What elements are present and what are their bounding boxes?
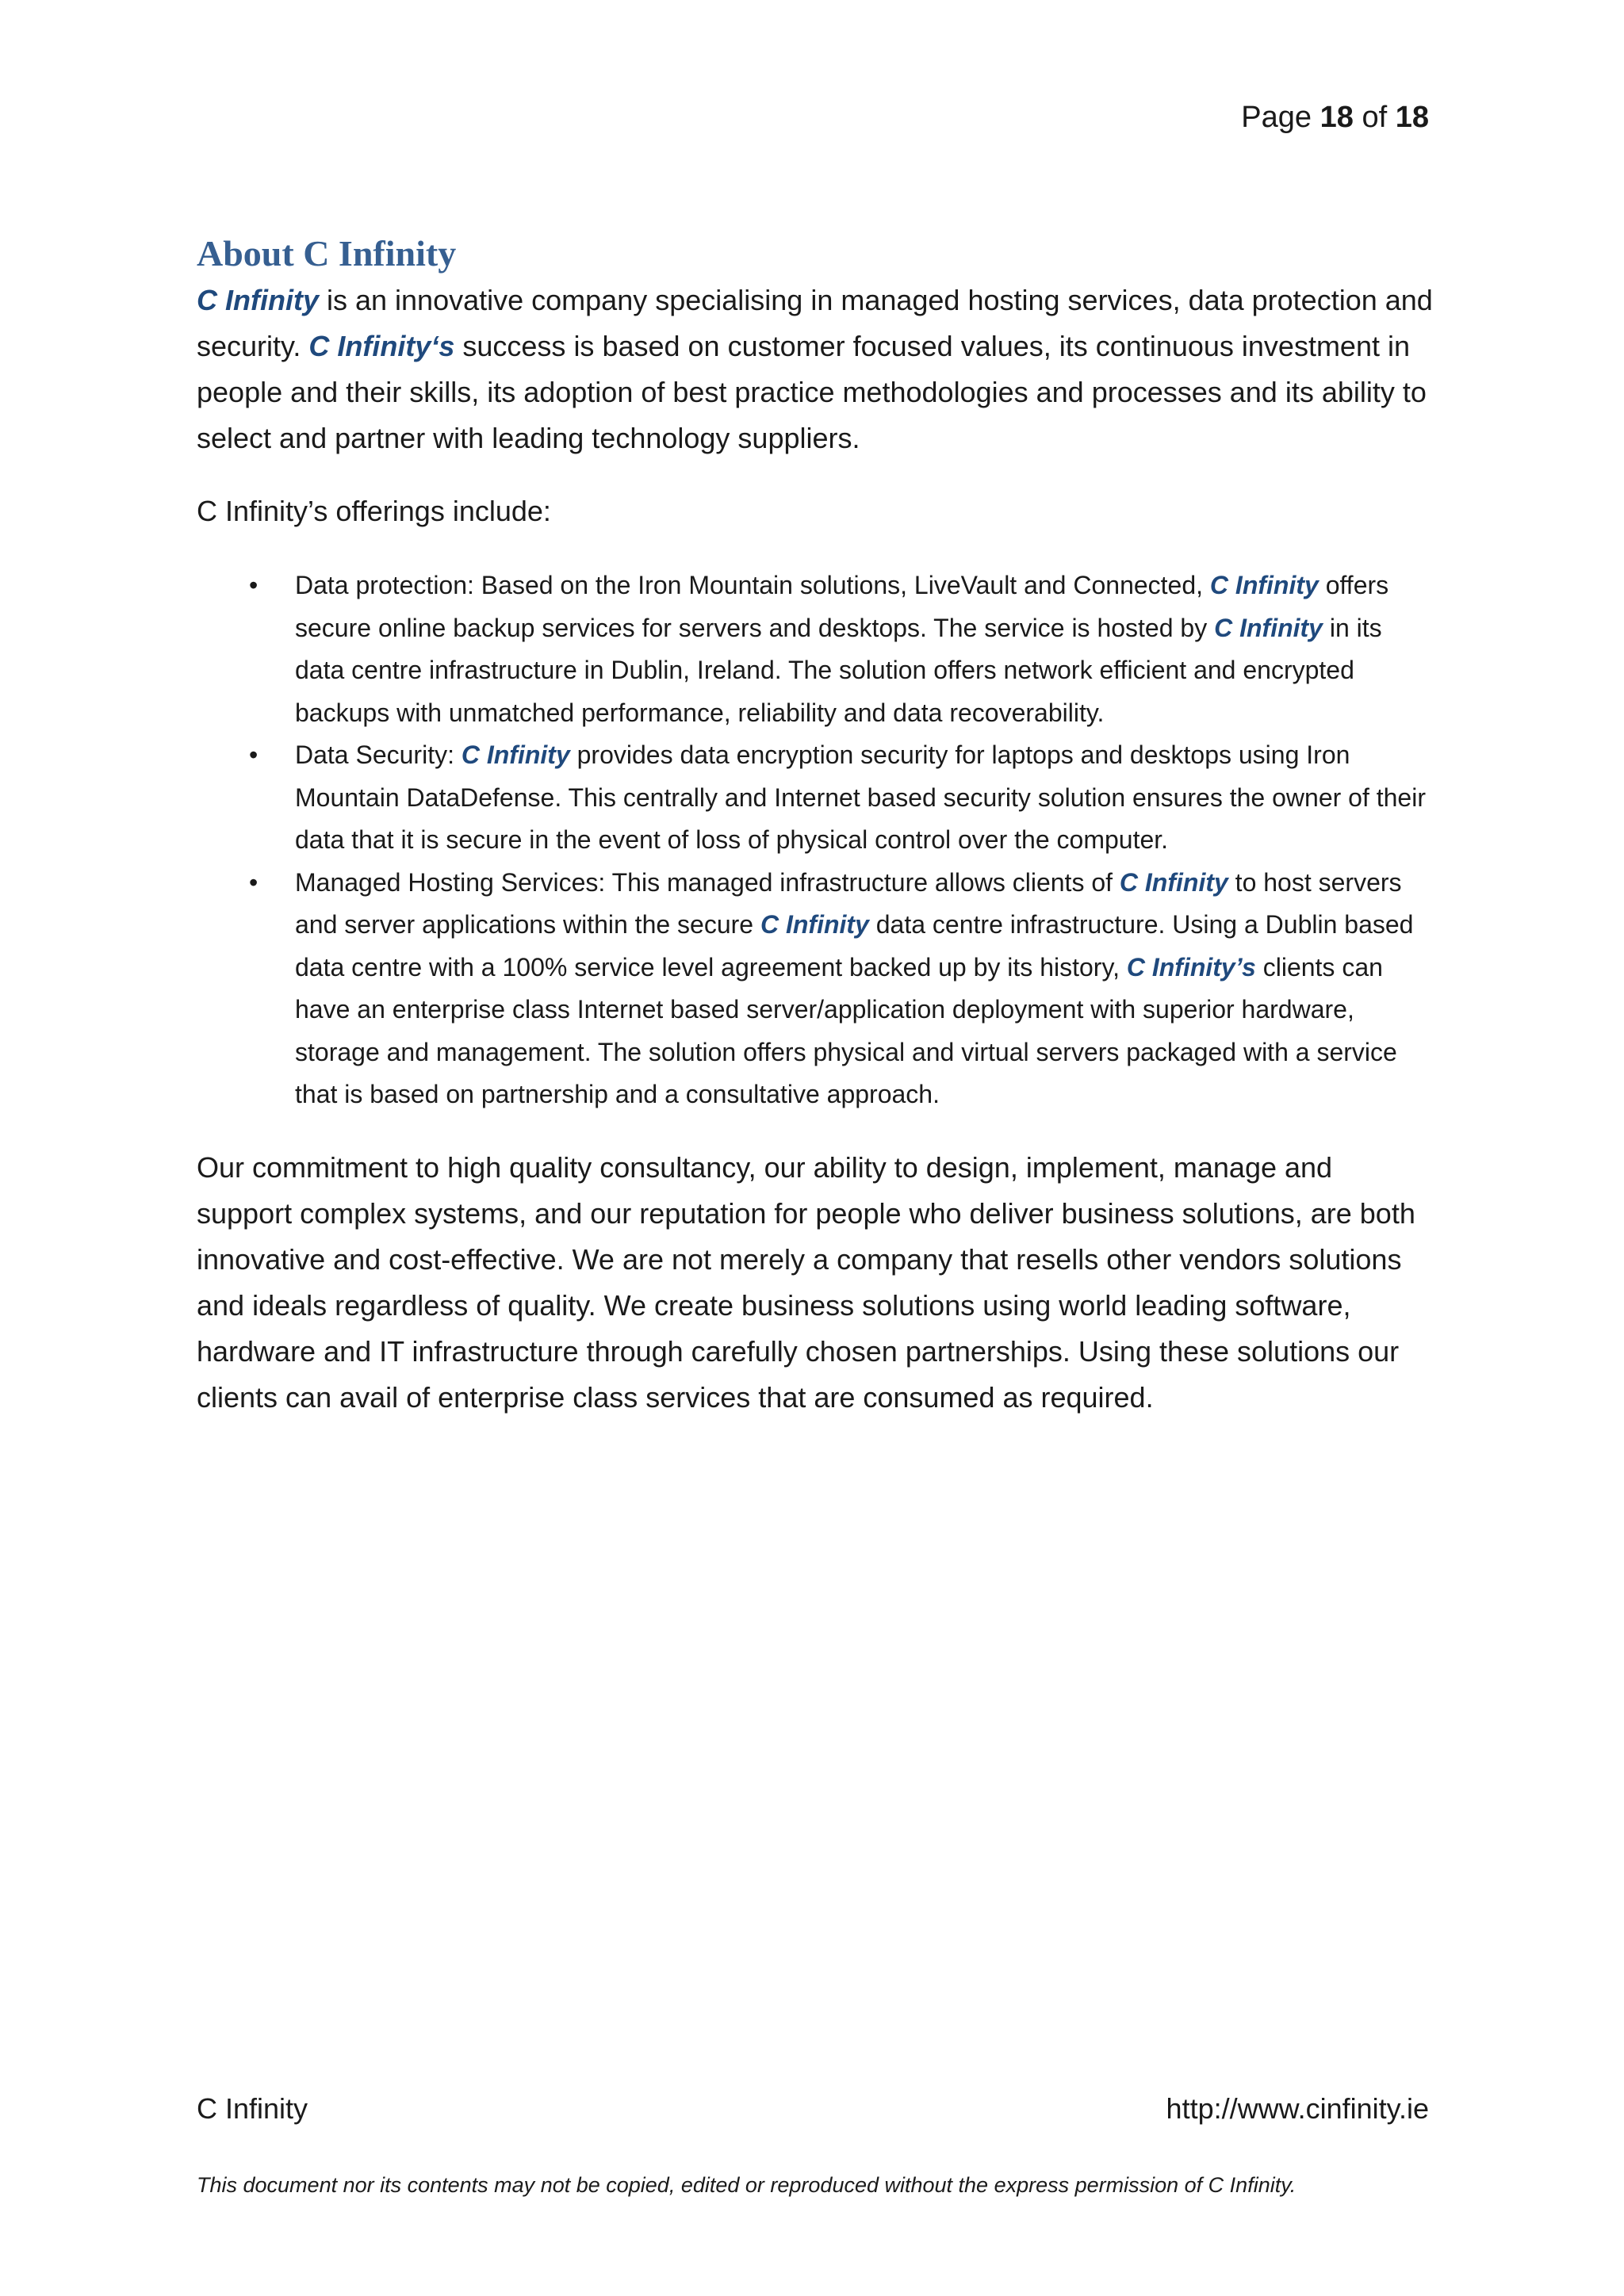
footer-url[interactable]: http://www.cinfinity.ie [1166, 2092, 1429, 2125]
bullet-icon: • [249, 571, 259, 599]
bullet-icon: • [249, 740, 259, 769]
intro-text: is an innovative company specialising in managed hosting services, data protection and security. [197, 284, 1433, 362]
brand-name: C Infinity [1214, 613, 1323, 642]
item-text: in its data centre infrastructure in Dublin, Ireland. The solution offers network efficient and encrypted backups with unmatched performance, reliability and data recoverability. [295, 613, 1382, 727]
list-item [197, 862, 1434, 1116]
item-text: clients can have an enterprise class Internet based server/application deployment with superior hardware, storage and management. The solution offers physical and virtual servers packaged with a service that is based on partnership and a consultative approach. [295, 952, 1397, 1108]
item-text: provides data encryption security for laptops and desktops using Iron Mountain DataDefense. This centrally and Internet based security solution ensures the owner of their data that it is secure in the event of loss of physical control over the computer. [295, 740, 1426, 854]
item-text: to host servers and server applications within the secure [295, 867, 1402, 939]
section-heading: About C Infinity [197, 233, 457, 274]
item-text: Managed Hosting Services: This managed infrastructure allows clients of [295, 867, 1120, 897]
intro-text: success is based on customer focused values, its continuous investment in people and their skills, its adoption of best practice methodologies and processes and its ability to select and partner with leading technology suppliers. [197, 330, 1427, 454]
brand-name: C Infinity [1209, 571, 1319, 599]
footer-disclaimer: This document nor its contents may not be copied, edited or reproduced without the express permission of C Infinity. [197, 2173, 1297, 2197]
page-number [1241, 98, 1429, 136]
page-label: Page [1241, 101, 1312, 134]
brand-name: C Infinity [760, 910, 869, 939]
page-of-label: of [1362, 101, 1388, 134]
brand-name: C Infinity [1119, 867, 1228, 897]
list-item [197, 564, 1434, 734]
intro-paragraph [197, 277, 1434, 461]
offerings-intro: C Infinity’s offerings include: [197, 495, 551, 527]
brand-name: C Infinity [461, 740, 570, 769]
brand-name: C Infinity [197, 284, 319, 316]
page-total: 18 [1395, 101, 1429, 134]
page-current: 18 [1320, 101, 1354, 134]
item-text: offers secure online backup services for servers and desktops. The service is hosted by [295, 571, 1389, 642]
item-text: Data Security: [295, 740, 462, 769]
item-text: Data protection: Based on the Iron Mountain solutions, LiveVault and Connected, [295, 571, 1210, 599]
main-content [197, 230, 1434, 1421]
footer-company: C Infinity [197, 2092, 308, 2125]
bullet-icon: • [249, 867, 259, 897]
closing-paragraph: Our commitment to high quality consultancy, our ability to design, implement, manage and support complex systems, and our reputation for people who deliver business solutions, are both innovative and cost-effective. We are not merely a company that resells other vendors solutions and ideals regardless of quality. We create business solutions using world leading software, hardware and IT infrastructure through carefully chosen partnerships. Using these solutions our clients can avail of enterprise class services that are consumed as required. [197, 1150, 1415, 1414]
list-item [197, 734, 1434, 862]
brand-name: C Infinity’s [1126, 952, 1256, 982]
item-text: data centre infrastructure. Using a Dublin based data centre with a 100% service level agreement backed up by its history, [295, 910, 1414, 982]
offerings-list [197, 564, 1434, 1116]
brand-name: C Infinity‘s [308, 330, 455, 362]
